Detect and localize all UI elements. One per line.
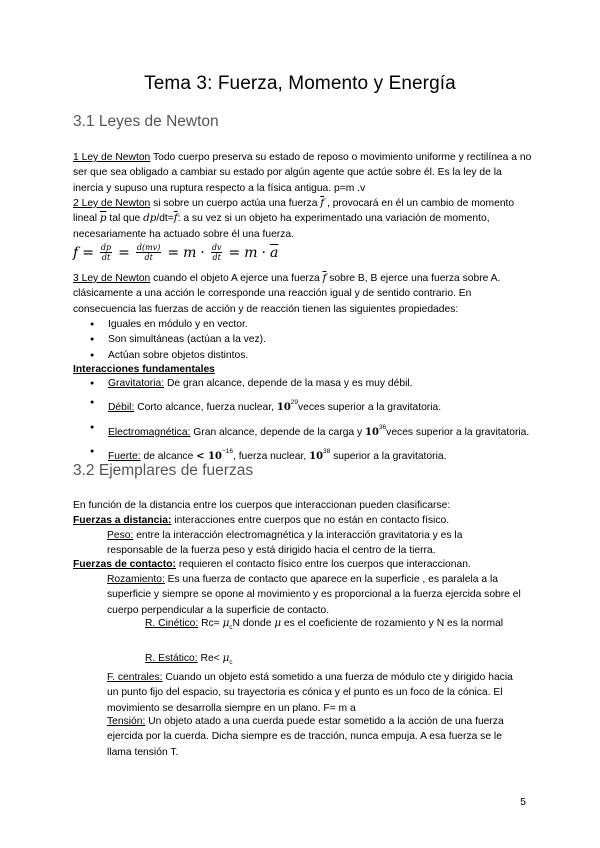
law3-label: 3 Ley de Newton: [73, 273, 151, 284]
mu-symbol-2: μ: [274, 617, 282, 629]
formula-frac-dp-dt: [100, 243, 112, 262]
formula-m2: m: [244, 244, 258, 261]
frac1-num: dp: [100, 243, 112, 252]
fuerte-base: 10: [309, 451, 324, 463]
frac2-num: d(mv): [136, 243, 161, 252]
cinetico-text-c: es el coeficiente de rozamiento y N es la normal: [281, 618, 504, 629]
distancia-text: interacciones entre cuerpos que no están en contacto físico.: [171, 515, 450, 526]
em-text-b: veces superior a la gravitatoria.: [386, 426, 530, 438]
fuerte-text-c: superior a la gravitatoria.: [330, 451, 447, 463]
mu-symbol: μ: [222, 617, 230, 629]
contacto-text: requieren el contacto físico entre los cuerpos que interaccionan.: [176, 559, 471, 570]
fuerte-exp: −16: [221, 448, 233, 456]
section-heading-leyes: 3.1 Leyes de Newton: [73, 113, 219, 130]
debil-text-a: Corto alcance, fuerza nuclear,: [134, 402, 277, 414]
formula-dot1: ·: [200, 244, 205, 261]
interacciones-list: [73, 376, 533, 465]
fuerte-exp2: 38: [323, 448, 331, 456]
properties-list-block: [73, 317, 533, 363]
list-item: [73, 395, 533, 415]
peso-paragraph: [107, 528, 517, 559]
estatico-paragraph: [145, 651, 515, 670]
distancia-label: Fuerzas a distancia:: [73, 515, 172, 526]
cinetico-label: R. Cinético:: [145, 618, 199, 629]
fuerte-lt: < 10: [196, 451, 222, 463]
frac3-den: dt: [212, 253, 221, 262]
estatico-text: Re<: [197, 653, 223, 664]
em-text-a: Gran alcance, depende de la carga y: [190, 426, 366, 438]
tension-text: Un objeto atado a una cuerda puede estar sometido a la acción de una fuerza ejercida por la cuerda. Dicha siempre es de tracción, nunca empuja. A esa fuerza se le llama tensión T.: [107, 716, 504, 758]
list-item: ● Son simultáneas (actúan a la vez).: [73, 332, 533, 347]
centrales-text: Cuando un objeto está sometido a una fuerza de módulo cte y dirigido hacia un punto fijo del espacio, su trayectoria es cónica y el punto es un foco de la cónica. El movimiento se desarrolla siempre en un plano. F= m a: [107, 672, 513, 714]
frac2-den: dt: [144, 253, 153, 262]
formula-frac-dmv-dt: [136, 243, 161, 262]
formula-f: f: [73, 244, 79, 261]
debil-text-b: veces superior a la gravitatoria.: [298, 402, 442, 414]
law1-text: Todo cuerpo preserva su estado de reposo o movimiento uniforme y rectilínea a no ser que sea obligado a cambiar su estado por algún agente que actúe sobre él. Es la ley de la inercia y supuso una ruptura respecto a la física antigua. p=m .v: [73, 152, 532, 194]
frac1-den: dt: [101, 253, 111, 262]
peso-label: Peso:: [107, 530, 134, 541]
law2-p: $\overline{p}$: [99, 212, 107, 225]
formula-eq2: =: [118, 244, 130, 261]
list-item: [73, 420, 533, 440]
interacciones-list-block: [73, 376, 533, 465]
debil-label: Débil:: [108, 402, 135, 414]
em-exp: 36: [378, 423, 387, 431]
properties-list: [73, 317, 533, 363]
formula-eq1: =: [82, 244, 94, 261]
tension-paragraph: [107, 714, 521, 760]
tension-label: Tensión:: [107, 716, 146, 727]
law3-f: $\overline{f}$: [322, 272, 327, 284]
debil-base: 10: [276, 402, 291, 414]
law1-label: 1 Ley de Newton: [73, 152, 151, 163]
fuerte-text-a: de alcance: [140, 451, 197, 463]
law2-dp: dp: [143, 212, 157, 225]
em-label: Electromagnética:: [108, 426, 191, 438]
fuerzas-distancia: [73, 513, 533, 528]
frac3-num: dv: [211, 243, 222, 252]
centrales-paragraph: [107, 670, 523, 716]
list-item: [73, 376, 533, 391]
law2-text-e: : a su vez si un objeto ha experimentado una variación de momento, necesariamente ha actuado sobre él una fuerza.: [73, 213, 490, 240]
fuerte-label: Fuerte:: [108, 451, 141, 463]
law2-text-c: tal que: [106, 213, 144, 225]
formula-eq4: =: [228, 244, 241, 261]
law3-text-b: sobre B, B ejerce una fuerza sobre A. clásicamente a una acción le corresponde una reacción igual y de sentido contrario. En consecuencia las fuerzas de acción y de reacción tienen las siguientes propiedades:: [73, 273, 501, 315]
grav-text: De gran alcance, depende de la masa y es muy débil.: [164, 378, 413, 389]
em-base: 10: [365, 426, 379, 438]
rozamiento-paragraph: [107, 572, 523, 618]
mu-sub-2: c: [229, 659, 233, 666]
newton-formula: [73, 243, 278, 262]
fuerte-text-b: , fuerza nuclear,: [232, 451, 310, 463]
formula-a: $\overline{a}$: [269, 244, 279, 261]
interacciones-heading-text: Interacciones fundamentales: [73, 364, 215, 375]
centrales-label: F. centrales:: [107, 672, 163, 683]
mu-sub: c: [229, 624, 233, 631]
section2-intro: En función de la distancia entre los cuerpos que interaccionan pueden clasificarse:: [73, 500, 451, 511]
formula-eq3: =: [167, 244, 180, 261]
cinetico-text-b: N donde: [232, 618, 275, 629]
law2-label: 2 Ley de Newton: [73, 198, 151, 209]
section-heading-ejemplares: 3.2 Ejemplares de fuerzas: [73, 462, 254, 479]
contacto-label: Fuerzas de contacto:: [73, 559, 176, 570]
law3-text-a: cuando el objeto A ejerce una fuerza: [150, 273, 323, 284]
mu-symbol-3: μ: [222, 652, 230, 664]
estatico-label: R. Estático:: [145, 653, 198, 664]
list-item: ● Actúan sobre objetos distintos.: [73, 348, 533, 363]
rozamiento-label: Rozamiento:: [107, 574, 165, 585]
cinetico-paragraph: [145, 616, 515, 635]
law2-text-d: /dt=: [156, 213, 174, 225]
law2-f2: $\overline{f}$: [173, 212, 178, 225]
page-number: 5: [520, 796, 526, 808]
paragraph-law2: [73, 196, 533, 242]
list-item: ● Iguales en módulo y en vector.: [73, 317, 533, 332]
law2-f: $\overline{f}$: [320, 197, 325, 209]
formula-dot2: ·: [261, 244, 266, 261]
law2-text-a: si sobre un cuerpo actúa una fuerza: [150, 198, 321, 209]
grav-label: Gravitatoria:: [108, 378, 165, 389]
cinetico-text-a: Rc=: [198, 618, 223, 629]
page-title: Tema 3: Fuerza, Momento y Energía: [144, 73, 456, 94]
debil-exp: 29: [290, 399, 299, 407]
peso-text: entre la interacción electromagnética y la interacción gravitatoria y es la responsable de la fuerza peso y está dirigido hacia el centro de la tierra.: [107, 530, 463, 557]
rozamiento-text: Es una fuerza de contacto que aparece en la superficie , es paralela a la superficie y siempre se opone al movimiento y es proporcional a la fuerza ejercida sobre el cuerpo perpendicular a la superficie de contacto.: [107, 574, 521, 616]
formula-frac-dv-dt: [211, 243, 223, 262]
formula-m1: m: [183, 244, 197, 261]
fuerzas-contacto: [73, 557, 533, 572]
law2-text-b: , provocará en él un cambio de momento lineal: [73, 198, 515, 225]
paragraph-law1: [73, 150, 533, 196]
paragraph-law3: [73, 271, 533, 317]
